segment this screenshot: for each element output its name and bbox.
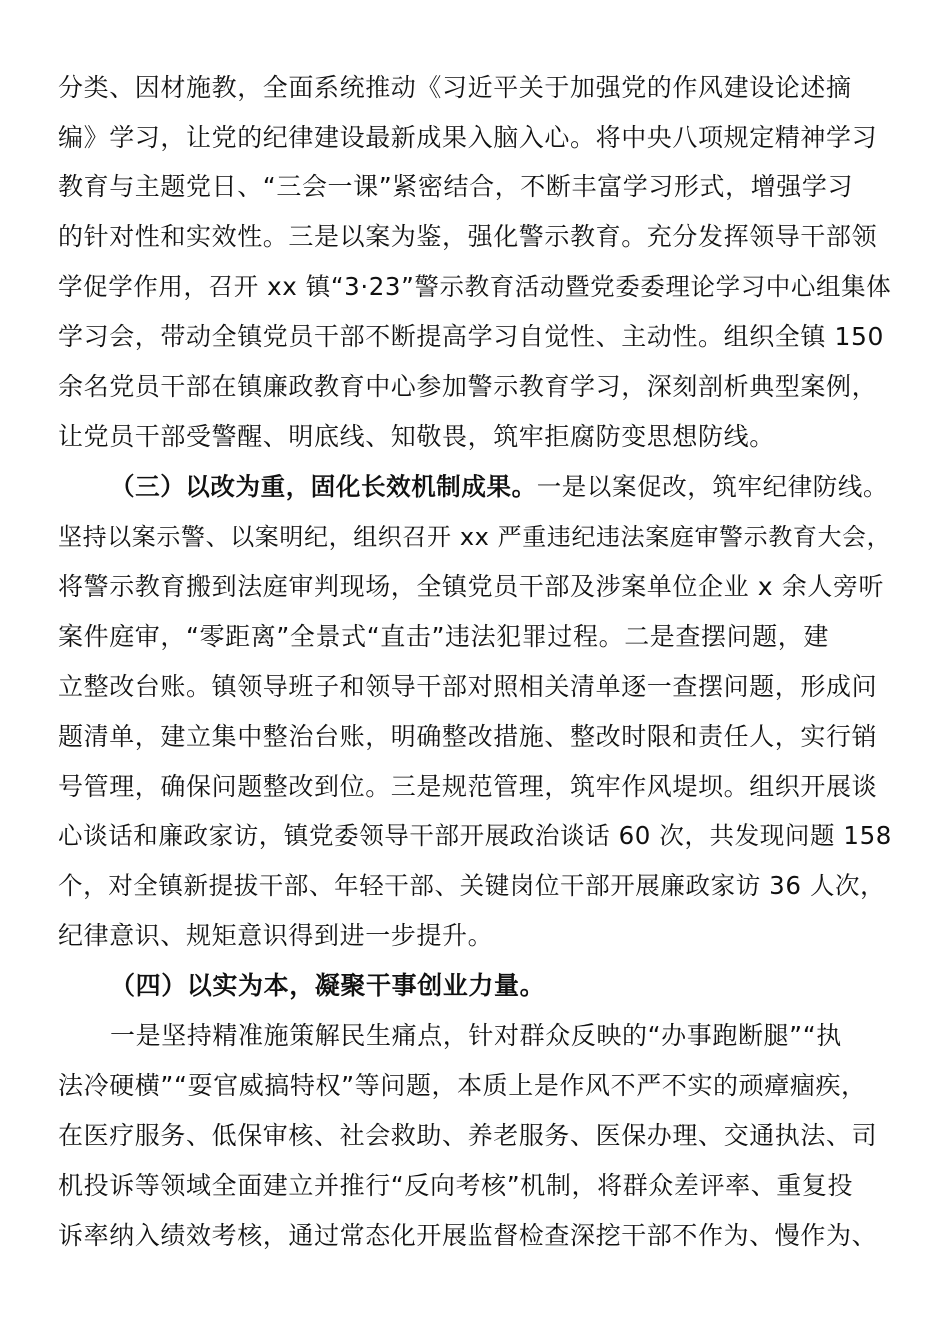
paragraph-line: 案件庭审，“零距离”全景式“直击”违法犯罪过程。二是查摆问题，建 — [58, 622, 830, 651]
paragraph-line: 教育与主题党日、“三会一课”紧密结合，不断丰富学习形式，增强学习 — [58, 172, 854, 201]
paragraph-line: 法冷硬横”“耍官威搞特权”等问题，本质上是作风不严不实的顽瘴痼疾， — [58, 1071, 867, 1100]
paragraph-line: 的针对性和实效性。三是以案为鉴，强化警示教育。充分发挥领导干部领 — [58, 222, 878, 251]
paragraph-line: 心谈话和廉政家访，镇党委领导干部开展政治谈话 60 次，共发现问题 158 — [58, 821, 892, 850]
paragraph-line: 分类、因材施教，全面系统推动《习近平关于加强党的作风建设论述摘 — [58, 73, 852, 102]
paragraph-line: 余名党员干部在镇廉政教育中心参加警示教育学习，深刻剖析典型案例， — [58, 372, 878, 401]
paragraph-line: 诉率纳入绩效考核，通过常态化开展监督检查深挖干部不作为、慢作为、 — [58, 1221, 878, 1250]
paragraph-line: 学习会，带动全镇党员干部不断提高学习自觉性、主动性。组织全镇 150 — [58, 322, 885, 351]
section-3-first-line-text: 一是以案促改，筑牢纪律防线。 — [536, 472, 889, 501]
paragraph-line: 坚持以案示警、以案明纪，组织召开 xx 严重违纪违法案庭审警示教育大会， — [58, 523, 892, 551]
paragraph-line: 机投诉等领域全面建立并推行“反向考核”机制，将群众差评率、重复投 — [58, 1171, 854, 1200]
paragraph-line: 题清单，建立集中整治台账，明确整改措施、整改时限和责任人，实行销 — [58, 722, 878, 751]
section-3-heading: （三）以改为重，固化长效机制成果。 — [110, 472, 537, 501]
paragraph-line: 编》学习，让党的纪律建设最新成果入脑入心。将中央八项规定精神学习 — [58, 123, 878, 152]
paragraph-line: 将警示教育搬到法庭审判现场，全镇党员干部及涉案单位企业 x 余人旁听 — [58, 572, 885, 601]
paragraph-line: 纪律意识、规矩意识得到进一步提升。 — [58, 921, 494, 950]
paragraph-line: 号管理，确保问题整改到位。三是规范管理，筑牢作风堤坝。组织开展谈 — [58, 772, 878, 801]
section-4-heading: （四）以实为本，凝聚干事创业力量。 — [110, 971, 546, 1000]
section-3-first-line — [110, 467, 888, 507]
paragraph-line: 在医疗服务、低保审核、社会救助、养老服务、医保办理、交通执法、司 — [58, 1121, 878, 1150]
paragraph-line: 一是坚持精准施策解民生痛点，针对群众反映的“办事跑断腿”“执 — [110, 1021, 842, 1050]
paragraph-line: 学促学作用，召开 xx 镇“3·23”警示教育活动暨党委委理论学习中心组集体 — [58, 272, 892, 301]
paragraph-line: 立整改台账。镇领导班子和领导干部对照相关清单逐一查摆问题，形成问 — [58, 672, 878, 701]
paragraph-line: 让党员干部受警醒、明底线、知敬畏，筑牢拒腐防变思想防线。 — [58, 422, 775, 451]
paragraph-line: 个，对全镇新提拔干部、年轻干部、关键岗位干部开展廉政家访 36 人次， — [58, 871, 886, 900]
